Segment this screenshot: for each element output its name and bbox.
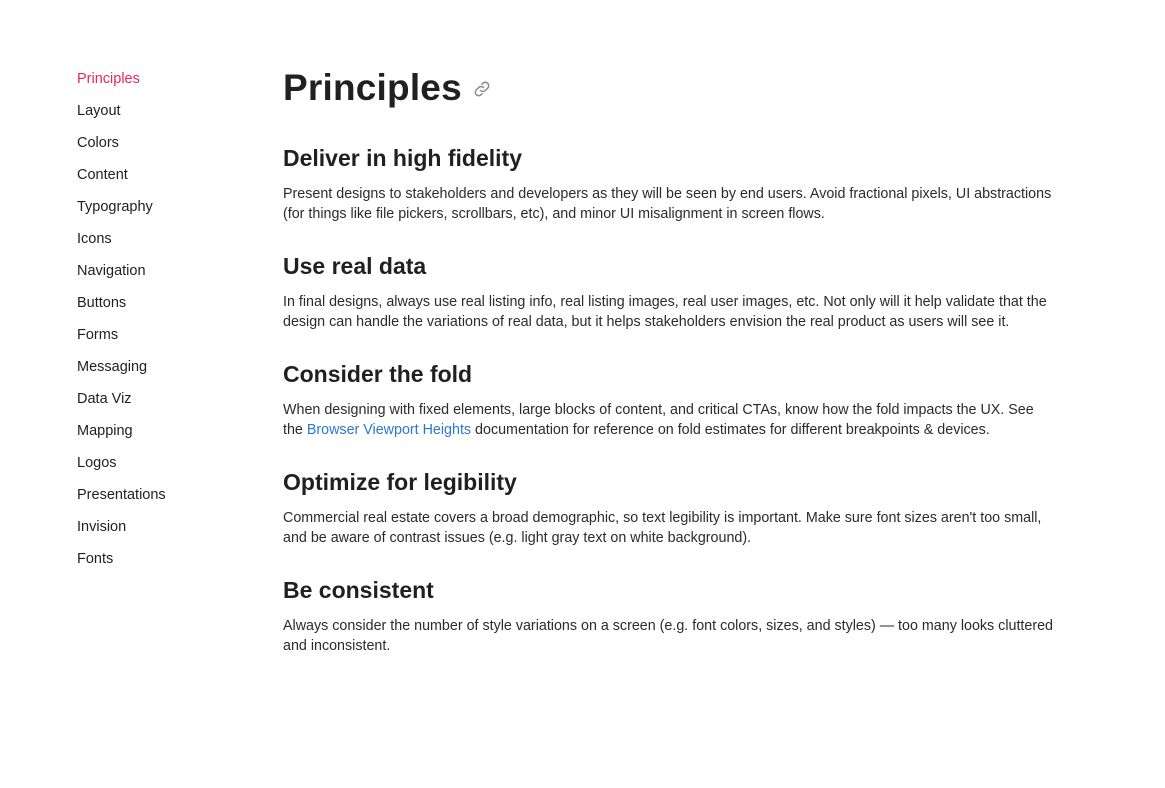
section-optimize-for-legibility <box>283 466 1053 548</box>
browser-viewport-heights-link[interactable]: Browser Viewport Heights <box>306 422 472 438</box>
section-heading: Use real data <box>283 253 427 279</box>
main-content <box>283 62 1053 682</box>
sidebar <box>77 68 257 580</box>
section-body-text: documentation for reference on fold estimates for different breakpoints & devices. <box>471 422 990 438</box>
section-body: Always consider the number of style variations on a screen (e.g. font colors, sizes, and styles) — too many looks cluttered and inconsistent. <box>283 618 1054 654</box>
sidebar-item-data-viz[interactable]: Data Viz <box>77 391 132 407</box>
section-heading: Deliver in high fidelity <box>283 145 522 171</box>
section-body: Present designs to stakeholders and developers as they will be seen by end users. Avoid fractional pixels, UI abstractions (for things like file pickers, scrollbars, etc), and minor UI misalignment in screen flows. <box>283 186 1052 222</box>
page-title: Principles <box>283 67 462 108</box>
sidebar-item-logos[interactable]: Logos <box>77 455 117 471</box>
section-body: Commercial real estate covers a broad demographic, so text legibility is important. Make sure font sizes aren't too small, and be aware of contrast issues (e.g. light gray text on white background). <box>283 510 1042 546</box>
section-deliver-in-high-fidelity <box>283 142 1053 224</box>
section-be-consistent <box>283 574 1053 656</box>
sidebar-item-content[interactable]: Content <box>77 167 128 183</box>
sidebar-item-icons[interactable]: Icons <box>77 231 112 247</box>
page-title-row <box>283 62 1053 114</box>
sidebar-item-forms[interactable]: Forms <box>77 327 119 343</box>
section-body-text: When designing with fixed elements, large blocks of content, and critical CTAs, know how the fold impacts the UX. See the <box>283 402 1034 438</box>
section-body: In final designs, always use real listing info, real listing images, real user images, etc. Not only will it help validate that the design can handle the variations of real data, but it helps stakeholders envision the real product as users will see it. <box>283 294 1047 330</box>
section-use-real-data <box>283 250 1053 332</box>
link-icon[interactable] <box>473 80 491 98</box>
section-heading: Optimize for legibility <box>283 469 517 495</box>
sidebar-item-navigation[interactable]: Navigation <box>77 263 146 279</box>
sidebar-item-principles[interactable]: Principles <box>77 71 140 87</box>
sidebar-item-buttons[interactable]: Buttons <box>77 295 127 311</box>
sidebar-item-invision[interactable]: Invision <box>77 519 127 535</box>
section-consider-the-fold <box>283 358 1053 440</box>
sidebar-item-layout[interactable]: Layout <box>77 103 121 119</box>
sidebar-item-messaging[interactable]: Messaging <box>77 359 148 375</box>
sidebar-item-colors[interactable]: Colors <box>77 135 119 151</box>
section-body <box>283 400 1053 440</box>
sidebar-item-typography[interactable]: Typography <box>77 199 153 215</box>
section-heading: Consider the fold <box>283 361 473 387</box>
sidebar-item-mapping[interactable]: Mapping <box>77 423 133 439</box>
section-heading: Be consistent <box>283 577 434 603</box>
sidebar-item-presentations[interactable]: Presentations <box>77 487 166 503</box>
sidebar-item-fonts[interactable]: Fonts <box>77 551 114 567</box>
